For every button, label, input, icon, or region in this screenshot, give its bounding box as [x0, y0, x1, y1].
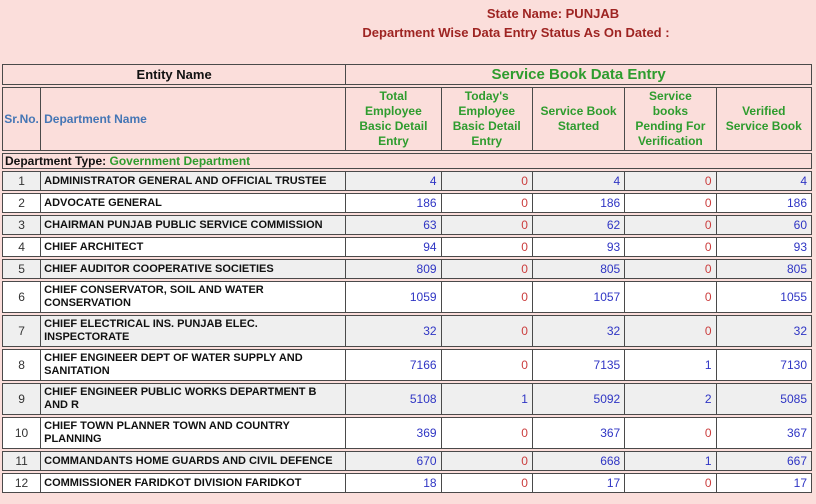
value-cell: 1: [441, 383, 532, 415]
sr-no-cell: 10: [2, 417, 40, 449]
group-header-row: [2, 64, 812, 85]
value-cell: 32: [345, 315, 440, 347]
state-name-title: State Name: PUNJAB: [486, 6, 620, 21]
department-name-cell: CHIEF ELECTRICAL INS. PUNJAB ELEC. INSPECTORATE: [40, 315, 345, 347]
value-cell: 0: [441, 171, 532, 191]
value-cell: 0: [624, 215, 715, 235]
table-row: [2, 237, 812, 257]
sr-no-cell: 9: [2, 383, 40, 415]
department-name-cell: COMMANDANTS HOME GUARDS AND CIVIL DEFENCE: [40, 451, 345, 471]
table-row: [2, 215, 812, 235]
sr-no-cell: 1: [2, 171, 40, 191]
sr-no-cell: 3: [2, 215, 40, 235]
column-header-total-employee: Total Employee Basic Detail Entry: [345, 87, 440, 151]
value-cell: 4: [345, 171, 440, 191]
sr-no-cell: 5: [2, 259, 40, 279]
value-cell: 5108: [345, 383, 440, 415]
column-header-verified-service-book: Verified Service Book: [716, 87, 812, 151]
table-row: [2, 349, 812, 381]
value-cell: 809: [345, 259, 440, 279]
value-cell: 32: [532, 315, 624, 347]
table-row: [2, 259, 812, 279]
column-header-pending-verification: Service books Pending For Verification: [624, 87, 715, 151]
table-row: [2, 383, 812, 415]
department-name-cell: CHIEF ENGINEER PUBLIC WORKS DEPARTMENT B AND R: [40, 383, 345, 415]
value-cell: 7130: [716, 349, 812, 381]
sr-no-cell: 4: [2, 237, 40, 257]
value-cell: 670: [345, 451, 440, 471]
value-cell: 1: [624, 451, 715, 471]
sr-no-cell: 2: [2, 193, 40, 213]
value-cell: 93: [532, 237, 624, 257]
department-name-cell: CHIEF CONSERVATOR, SOIL AND WATER CONSERVATION: [40, 281, 345, 313]
value-cell: 0: [624, 171, 715, 191]
value-cell: 1: [624, 349, 715, 381]
value-cell: 94: [345, 237, 440, 257]
value-cell: 17: [532, 473, 624, 493]
sr-no-cell: 6: [2, 281, 40, 313]
value-cell: 0: [441, 349, 532, 381]
report-title: Department Wise Data Entry Status As On Dated :: [362, 25, 670, 40]
value-cell: 369: [345, 417, 440, 449]
value-cell: 0: [441, 259, 532, 279]
value-cell: 0: [624, 281, 715, 313]
value-cell: 5092: [532, 383, 624, 415]
value-cell: 0: [441, 281, 532, 313]
department-type-row: [2, 153, 812, 169]
value-cell: 805: [716, 259, 812, 279]
value-cell: 17: [716, 473, 812, 493]
value-cell: 186: [345, 193, 440, 213]
value-cell: 60: [716, 215, 812, 235]
value-cell: 0: [441, 417, 532, 449]
value-cell: 5085: [716, 383, 812, 415]
sr-no-cell: 11: [2, 451, 40, 471]
column-header-row: [2, 87, 812, 151]
value-cell: 7166: [345, 349, 440, 381]
value-cell: 32: [716, 315, 812, 347]
column-header-sr-no: Sr.No.: [2, 87, 40, 151]
table-row: [2, 281, 812, 313]
department-name-cell: CHIEF TOWN PLANNER TOWN AND COUNTRY PLANNING: [40, 417, 345, 449]
table-row: [2, 193, 812, 213]
value-cell: 0: [624, 417, 715, 449]
value-cell: 1057: [532, 281, 624, 313]
department-type-cell: [2, 153, 812, 169]
value-cell: 367: [532, 417, 624, 449]
value-cell: 1059: [345, 281, 440, 313]
value-cell: 63: [345, 215, 440, 235]
value-cell: 0: [624, 193, 715, 213]
table-row: [2, 451, 812, 471]
table-row: [2, 171, 812, 191]
value-cell: 0: [624, 315, 715, 347]
department-name-cell: CHIEF ENGINEER DEPT OF WATER SUPPLY AND SANITATION: [40, 349, 345, 381]
value-cell: 0: [441, 215, 532, 235]
value-cell: 0: [441, 473, 532, 493]
column-header-todays-employee: Today's Employee Basic Detail Entry: [441, 87, 532, 151]
department-type-label: Department Type:: [5, 154, 107, 168]
value-cell: 18: [345, 473, 440, 493]
value-cell: 4: [532, 171, 624, 191]
value-cell: 0: [624, 259, 715, 279]
value-cell: 62: [532, 215, 624, 235]
value-cell: 0: [624, 473, 715, 493]
column-header-service-book-started: Service Book Started: [532, 87, 624, 151]
sr-no-cell: 12: [2, 473, 40, 493]
page-header: [0, 0, 816, 41]
value-cell: 186: [716, 193, 812, 213]
value-cell: 93: [716, 237, 812, 257]
table-body: [2, 153, 812, 493]
value-cell: 0: [441, 193, 532, 213]
value-cell: 805: [532, 259, 624, 279]
department-status-table: [2, 62, 812, 495]
service-book-data-entry-header: Service Book Data Entry: [345, 64, 812, 85]
value-cell: 667: [716, 451, 812, 471]
sr-no-cell: 8: [2, 349, 40, 381]
table-row: [2, 417, 812, 449]
department-name-cell: CHIEF ARCHITECT: [40, 237, 345, 257]
value-cell: 0: [624, 237, 715, 257]
department-name-cell: ADVOCATE GENERAL: [40, 193, 345, 213]
value-cell: 668: [532, 451, 624, 471]
department-name-cell: COMMISSIONER FARIDKOT DIVISION FARIDKOT: [40, 473, 345, 493]
department-name-cell: CHIEF AUDITOR COOPERATIVE SOCIETIES: [40, 259, 345, 279]
value-cell: 0: [441, 315, 532, 347]
value-cell: 2: [624, 383, 715, 415]
entity-name-header: Entity Name: [2, 64, 345, 85]
value-cell: 186: [532, 193, 624, 213]
department-name-cell: CHAIRMAN PUNJAB PUBLIC SERVICE COMMISSION: [40, 215, 345, 235]
department-type-value: Government Department: [109, 154, 251, 168]
sr-no-cell: 7: [2, 315, 40, 347]
value-cell: 0: [441, 237, 532, 257]
table-row: [2, 315, 812, 347]
department-name-cell: ADMINISTRATOR GENERAL AND OFFICIAL TRUSTEE: [40, 171, 345, 191]
value-cell: 367: [716, 417, 812, 449]
value-cell: 7135: [532, 349, 624, 381]
value-cell: 0: [441, 451, 532, 471]
value-cell: 4: [716, 171, 812, 191]
table-row: [2, 473, 812, 493]
column-header-department-name: Department Name: [40, 87, 345, 151]
value-cell: 1055: [716, 281, 812, 313]
